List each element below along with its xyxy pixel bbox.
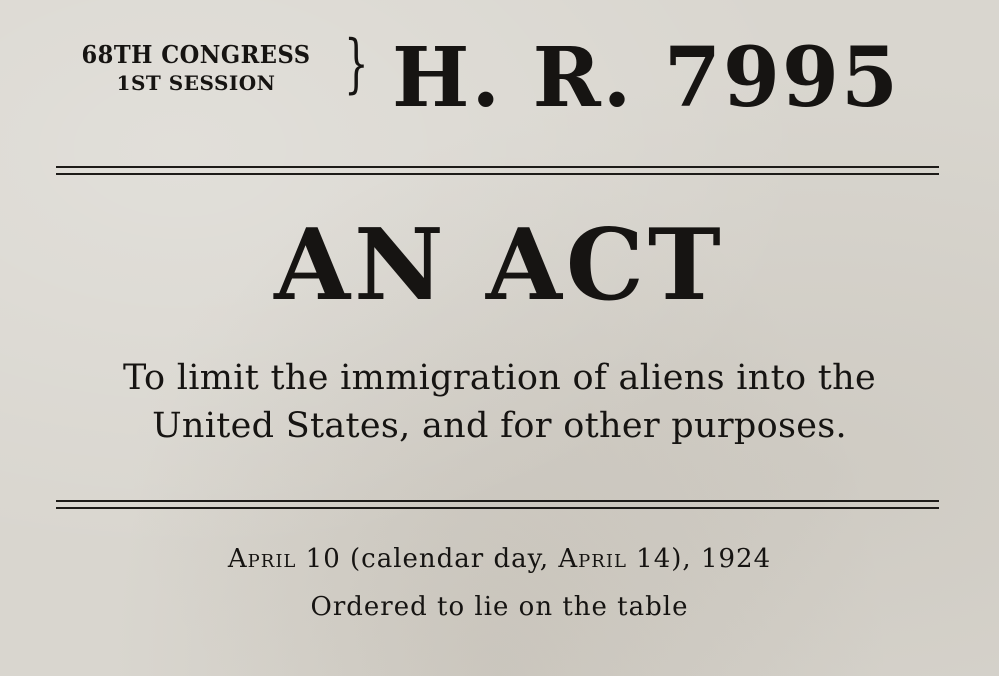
- act-purpose: [40, 354, 959, 450]
- purpose-line-2: United States, and for other purposes.: [152, 406, 847, 446]
- top-double-rule: [56, 166, 939, 175]
- congress-session-block: [56, 40, 336, 96]
- act-heading: AN ACT: [274, 208, 725, 323]
- brace-glyph: }: [344, 27, 369, 101]
- date-day-2-year: 14), 1924: [626, 544, 772, 574]
- date-line: [0, 541, 999, 577]
- date-month-2: April: [558, 544, 627, 574]
- bill-number: H. R. 7995: [392, 30, 901, 126]
- bottom-double-rule: [56, 500, 939, 509]
- session-label: 1ST SESSION: [116, 71, 276, 95]
- order-note: Ordered to lie on the table: [310, 592, 689, 622]
- date-day-1: 10 (calendar day,: [296, 544, 559, 574]
- purpose-line-1: To limit the immigration of aliens into the: [123, 358, 876, 398]
- congress-label: 68TH CONGRESS: [81, 40, 311, 69]
- date-month-1: April: [227, 544, 297, 574]
